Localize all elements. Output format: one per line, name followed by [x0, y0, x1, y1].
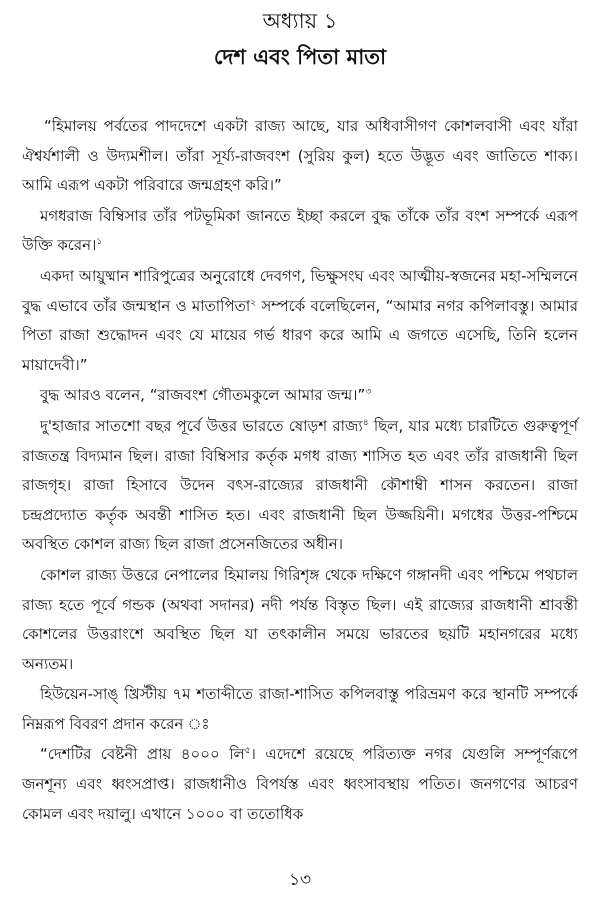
paragraph-text-continued: । এদেশে রয়েছে পরিত্যক্ত নগর যেগুলি সম্পূর্ণরূপে জনশূন্য এবং ধ্বংসপ্রাপ্ত। রাজধানীও বিপর্যস্ত এবং ধ্বংসাবস্থায় পতিত। জনগণের আচরণ কোমল এবং দয়ালু। এখানে ১০০০ বা ততোধিক [22, 745, 578, 823]
footnote-marker: ১ [96, 237, 103, 248]
footnote-marker: ৪ [362, 417, 369, 428]
paragraph-text: একদা আয়ুষ্মান শারিপুত্রের অনুরোধে দেবগণ, ভিক্ষুসংঘ এবং আত্মীয়-স্বজনের মহা-সম্মিলনে বুদ্ধ এভাবে তাঁর জন্মস্থান ও মাতাপিতা [22, 266, 578, 315]
paragraph-2 [22, 202, 578, 261]
paragraph-text: মগধরাজ বিম্বিসার তাঁর পটভূমিকা জানতে ইচ্ছা করলে বুদ্ধ তাঁকে তাঁর বংশ সম্পর্কে এরূপ উক্তি করেন। [22, 206, 578, 255]
paragraph-3 [22, 262, 578, 380]
paragraph-text-continued: সম্পর্কে বলেছিলেন, “আমার নগর কপিলাবস্তু। আমার পিতা রাজা শুদ্ধোদন এবং যে মায়ের গর্ভ ধারণ করে আমি এ জগতে এসেছি, তিনি হলেন মায়াদেবী।” [22, 296, 579, 374]
paragraph-5 [22, 412, 578, 560]
paragraph-text: “দেশটির বেষ্টনী প্রায় ৪০০০ লি [40, 745, 245, 764]
paragraph-text: হিউয়েন-সাঙ্ খ্রিস্টীয় ৭ম শতাব্দীতে রাজা-শাসিত কপিলবাস্তু পরিভ্রমণ করে স্থানটি সম্পর্কে নিম্নরূপ বিবরণ প্রদান করেন ঃ [22, 685, 578, 733]
footnote-marker: ৩ [365, 387, 372, 398]
paragraph-7 [22, 680, 578, 739]
paragraph-6 [22, 561, 578, 679]
page-number: ১৩ [288, 870, 312, 890]
paragraph-text: দু'হাজার সাতশো বছর পূর্বে উত্তর ভারতে ষোড়শ রাজ্য [40, 416, 363, 435]
paragraph-8 [22, 740, 578, 829]
body-text [22, 112, 578, 830]
footnote-marker: ২ [250, 297, 257, 308]
paragraph-1 [22, 112, 578, 201]
paragraph-text: “হিমালয় পর্বতের পাদদেশে একটা রাজ্য আছে, যার অধিবাসীগণ কোশলবাসী এবং যাঁরা ঐশ্বর্যশালী ও উদ্যমশীল। তাঁরা সূর্য্য-রাজবংশ (সুরিয় কুল) হতে উদ্ভূত এবং জাতিতে শাক্য। আমি এরূপ একটা পরিবারে জন্মগ্রহণ করি।” [22, 117, 578, 195]
chapter-heading: অধ্যায় ১ [262, 9, 338, 33]
paragraph-text: কোশল রাজ্য উত্তরে নেপালের হিমালয় গিরিশৃঙ্গ থেকে দক্ষিণে গঙ্গানদী এবং পশ্চিমে পথচাল রাজ্য হতে পূর্বে গন্ডক (অথবা সদানর) নদী পর্যন্ত বিস্তৃত ছিল। এই রাজ্যের রাজধানী শ্রাবস্তী কোশলের উত্তরাংশে অবস্থিত ছিল যা তৎকালীন সময়ে ভারতের ছয়টি মহানগরের মধ্যে অন্যতম। [22, 565, 578, 673]
paragraph-text-continued: ছিল, যার মধ্যে চারটিতে গুরুত্বপূর্ণ রাজতন্ত্র বিদ্যমান ছিল। রাজা বিম্বিসার কর্তৃক মগধ রাজ্য শাসিত হত এবং তাঁর রাজধানী ছিল রাজগৃহ। রাজা হিসাবে উদেন বৎস-রাজ্যের রাজধানী কৌশাম্বী শাসন করতেন। রাজা চন্দ্রপ্রদ্যোত কর্তৃক অবন্তী শাসিত হত। এবং রাজধানী ছিল উজ্জয়িনী। মগধের উত্তর-পশ্চিমে অবস্থিত কোশল রাজ্য ছিল রাজা প্রসেনজিতের অধীন। [22, 416, 578, 554]
paragraph-text: বুদ্ধ আরও বলেন, “রাজবংশ গৌতমকুলে আমার জন্ম।” [40, 386, 366, 405]
chapter-title: দেশ এবং পিতা মাতা [213, 45, 387, 69]
footnote-marker: ৫ [244, 746, 251, 757]
paragraph-4 [22, 381, 578, 411]
